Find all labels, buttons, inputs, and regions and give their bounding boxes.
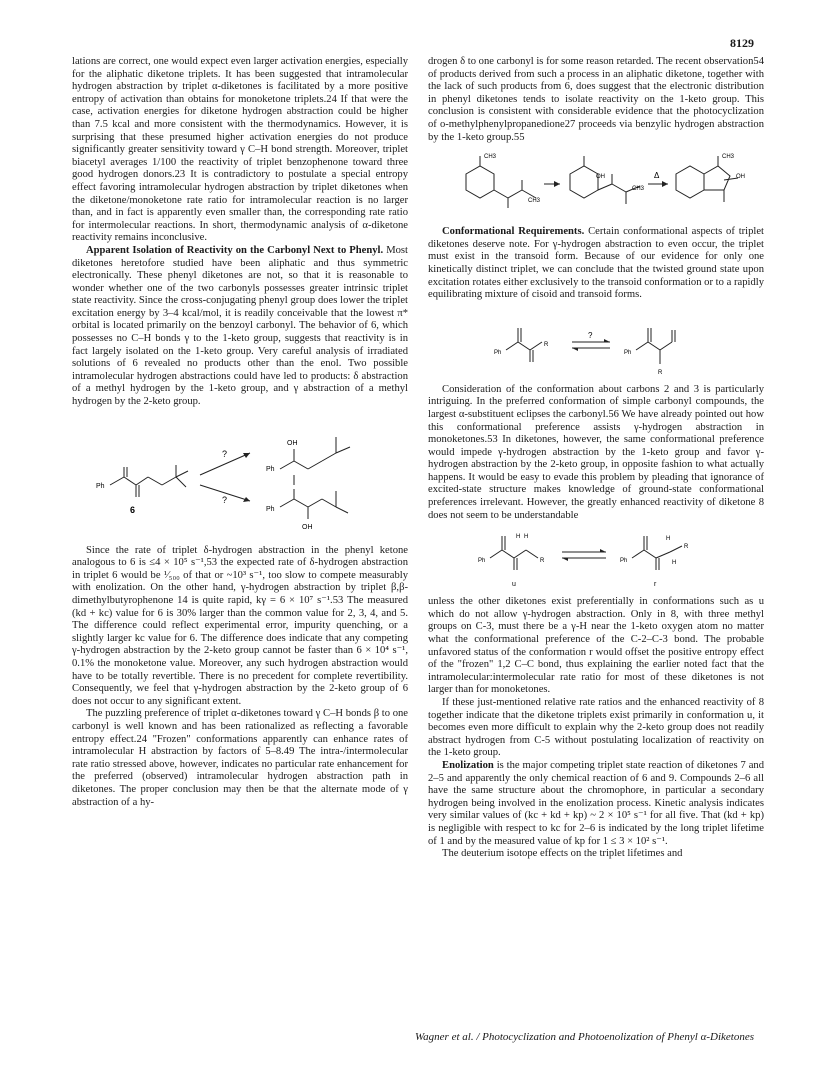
arrow-label: Δ bbox=[654, 171, 660, 181]
conformation-label: u bbox=[512, 581, 516, 589]
scheme-label: R bbox=[658, 369, 663, 376]
scheme-label: R bbox=[540, 558, 545, 565]
scheme-label: H bbox=[516, 534, 521, 541]
scheme-label: H bbox=[666, 536, 671, 543]
scheme-conformations-u-r bbox=[466, 526, 726, 592]
scheme-label: R bbox=[684, 544, 689, 551]
scheme-label: R bbox=[544, 341, 549, 348]
scheme-label: OH bbox=[302, 523, 313, 531]
scheme-label: CH3 bbox=[528, 198, 541, 205]
left-paragraph-1: lations are correct, one would expect even larger activation energies, especially for the aliphatic diketone triplets. It has been suggested that intramolecular hydrogen abstraction by triplet α-diketones is facilitated by a more positive entropy of activation than obtains for monoketone triplets.24 If that were the case, activation energies for diketone hydrogen abstraction could be higher than 7.5 kcal and more consistent with the thermodynamics. However, it is surprising that these presumed higher activation energies do not produce significantly greater sensitivity toward γ C–H bond strength. Moreover, triplet biacetyl averages 1/100 the reactivity of triplet benzophenone toward three good hydrogen donors.23 It is contradictory to postulate a special entropy effect favoring intramolecular hydrogen abstraction by triplet diketones when the diketone/monoketone rate ratio for intramolecular reaction is no larger than, and in fact is apparently even smaller than, the corresponding rate ratio for intermolecular reactions. In short, thermodynamic analysis of α-diketone reactivity remains inconclusive. bbox=[72, 56, 408, 244]
right-column bbox=[428, 56, 764, 861]
right-paragraph-4: unless the other diketones exist preferentially in conformations such as u which do not allow γ-hydrogen abstraction. Only in 8, with three methyl groups on C-3, must there be a γ-H near the 1-keto oxygen atom no matter what the conformational preference of the C-2–C-3 bond. The probable unfavored status of the conformation r would offset the positive entropy effect of the "frozen" 1,2 C–C bond, thus explaining the earlier noted fact that the intramolecular:intermolecular rate ratio for most of these diketones is not larger than for monoketones. bbox=[428, 596, 764, 696]
compound-label: 6 bbox=[130, 504, 136, 515]
section-heading-enolization: Enolization bbox=[442, 759, 494, 771]
scheme-label: Ph bbox=[620, 558, 628, 565]
right-paragraph-3: Consideration of the conformation about carbons 2 and 3 is particularly intriguing. In the preferred conformation of simple carbonyl compounds, the largest α-substituent eclipses the carbonyl.56 We have already pointed out how this conformational preference assists γ-hydrogen abstraction in monoketones.53 In diketones, however, the same conformational preference would impede γ-hydrogen abstraction by the 1-keto group and favor γ-hydrogen abstraction by the 2-keto group, in opposite fashion to what actually happens. It would be easy to evade this problem by pleading that ignorance of excited-state structure makes knowledge of ground-state conformational preferences irrelevant. However, the greatly enhanced reactivity of diketone 8 does not seem to be understandable bbox=[428, 383, 764, 521]
right-paragraph-7: The deuterium isotope effects on the triplet lifetimes and bbox=[442, 848, 683, 860]
scheme-label: OH bbox=[287, 439, 298, 447]
scheme-label: OH bbox=[596, 174, 605, 181]
arrow-label: ? bbox=[222, 494, 228, 505]
scheme-cisoid-transoid bbox=[486, 306, 706, 380]
scheme-label: H bbox=[672, 560, 677, 567]
right-paragraph-2 bbox=[428, 226, 764, 302]
right-paragraph-6-body: is the major competing triplet state reaction of diketones 7 and 2–5 and apparently the only chemical reaction of 6 and 9. Compounds 2–6 all have the same structure about the chromophore, in particular a secondary hydrogen being involved in the enolization process. Kinetic analysis indicates very similar values of (kc + kd + kp) ~ 2 × 10⁵ s⁻¹ for all five. That (kd + kp) is negligible with respect to kc for 2–6 is indicated by the long triplet lifetime of 1 and by the measured value of kp for 1 ≤ 3 × 10² s⁻¹. bbox=[428, 759, 764, 847]
left-paragraph-3: Since the rate of triplet δ-hydrogen abstraction in the phenyl ketone analogous to 6 is ≤4 × 10⁵ s⁻¹,53 the expected rate of δ-hydrogen abstraction in triplet 6 would be ¹⁄₅₀₀ of that or ~10³ s⁻¹, too slow to compete measurably with enolization. On the other hand, γ-hydrogen abstraction by triplet β,β-dimethylbutyrophenone 14 is quite rapid, kγ = 6 × 10⁷ s⁻¹.53 The measured (kd + kc) value for 6 is 30% larger than the common value for 2, 3, 4, and 5. The difference could reflect experimental error, impurity quenching, or a slightly larger kc value for 6. The difference does indicate that any competing γ-hydrogen abstraction by the 2-keto group cannot be faster than 6 × 10⁴ s⁻¹, 0.1% the monoketone value. Moreover, any such hydrogen abstraction would have to be totally revertible. There is no precedent for complete revertibility. Consequently, we feel that γ-hydrogen abstraction by the 2-keto group of 6 does not occur to any significant extent. bbox=[72, 544, 408, 707]
scheme-label: Ph bbox=[494, 349, 502, 356]
arrow-label: ? bbox=[588, 330, 593, 340]
left-paragraph-4: The puzzling preference of triplet α-diketones toward γ C–H bonds β to one carbonyl is well known and has been rationalized as reflecting a favorable entropy effect.24 "Frozen" conformations apparently can enhance rates of intramolecular H abstraction by factors of 5–8.49 The intra-/intermolecular rate ratio stressed above, however, indicates no particular rate enhancement for the preferred (observed) intramolecular hydrogen abstraction path in diketones. The proper conclusion may then be that the alternate mode of γ abstraction of a hy- bbox=[72, 708, 408, 808]
right-paragraph-5: If these just-mentioned relative rate ratios and the enhanced reactivity of 8 together indicate that the diketone triplets exist primarily in conformation u, it becomes even more difficult to explain why the 2-keto group does not readily abstract hydrogen from C-5 without postulating localization of reactivity on the 1-keto group. bbox=[428, 697, 764, 759]
page-number: 8129 bbox=[730, 36, 754, 50]
section-heading-isolation: Apparent Isolation of Reactivity on the Carbonyl Next to Phenyl. bbox=[86, 244, 384, 256]
scheme-label: H bbox=[524, 534, 529, 541]
left-paragraph-2 bbox=[72, 245, 408, 409]
scheme-label: CH3 bbox=[722, 154, 735, 161]
arrow-label: ? bbox=[222, 448, 228, 459]
right-paragraph-6 bbox=[428, 760, 764, 848]
scheme-label: Ph bbox=[266, 505, 275, 513]
left-column bbox=[72, 56, 408, 809]
scheme-label: Ph bbox=[478, 558, 486, 565]
conformation-label: r bbox=[654, 581, 657, 589]
scheme-label: Ph bbox=[624, 349, 632, 356]
scheme-photocyclization bbox=[436, 148, 756, 222]
section-heading-conformational: Conformational Requirements. bbox=[442, 226, 585, 238]
right-paragraph-2-body: Certain conformational aspects of triplet diketones deserve note. For γ-hydrogen abstraction to even occur, the triplet must exist in the transoid form. Because of our evidence for only one kinetically distinct triplet, we can conclude that the twisted ground state upon excitation rotates either exclusively to the transoid conformation or to a rapidly equilibrating mixture of cisoid and transoid forms. bbox=[428, 226, 765, 301]
scheme-label: Ph bbox=[96, 482, 105, 490]
scheme-label: CH3 bbox=[484, 154, 497, 161]
scheme-6-pathways bbox=[90, 413, 390, 541]
right-paragraph-1: drogen δ to one carbonyl is for some reason retarded. The recent observation54 of products derived from such a process in an aliphatic diketone, together with the lack of such products from 6, does suggest that the electronic distribution in phenyl diketones tends to isolate reactivity on the 1-keto group. This conclusion is consistent with considerable evidence that the photocyclization of o-methylphenylpropanedione27 proceeds via benzylic hydrogen abstraction by the 1-keto group.55 bbox=[428, 56, 764, 143]
scheme-label: OH bbox=[736, 174, 745, 181]
running-footer: Wagner et al. / Photocyclization and Photoenolization of Phenyl α-Diketones bbox=[415, 1031, 754, 1043]
scheme-label: Ph bbox=[266, 465, 275, 473]
scheme-label: CH3 bbox=[632, 186, 645, 193]
left-paragraph-2-body: Most diketones heretofore studied have been aliphatic and thus symmetric electronically. These phenyl diketones are not, so that it is reasonable to wonder whether one of the two carbonyls possesses greater intrinsic triplet state reactivity. Since the cross-conjugating phenyl group does lower the triplet excitation energy by 3–4 kcal/mol, it is readily conceivable that the lowest π* orbital is located primarily on the benzoyl carbonyl. The behavior of 6, which possesses no C–H bonds γ to the 1-keto group, suggests that reactivity is in fact largely isolated on the 1-keto group. Very careful analysis of irradiated solutions of 6 revealed no products other than the enol. Two possible intramolecular hydrogen abstractions could have led to products: δ abstraction of a methyl hydrogen by the 1-keto group, and γ abstraction of a methyl hydrogen by the 2-keto group. bbox=[72, 244, 408, 408]
